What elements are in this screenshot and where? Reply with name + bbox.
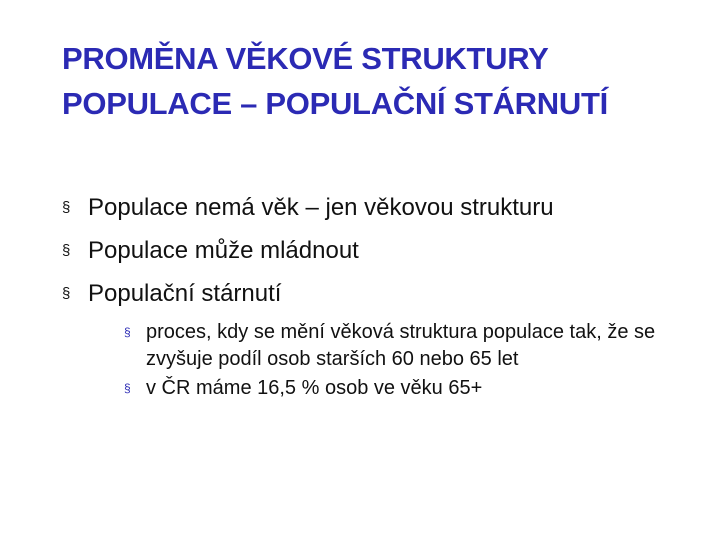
sub-bullet-item-cr-share <box>124 375 684 402</box>
bullet-text: Populace může mládnout <box>88 237 359 264</box>
bullet-item-rejuvenation <box>62 229 682 272</box>
square-bullet-icon: § <box>124 325 131 339</box>
sub-bullet-text: v ČR máme 16,5 % osob ve věku 65+ <box>146 377 483 399</box>
square-bullet-icon: § <box>62 199 71 216</box>
title-line-2: POPULACE – POPULAČNÍ STÁRNUTÍ <box>62 86 608 121</box>
square-bullet-icon: § <box>62 242 71 259</box>
square-bullet-icon: § <box>124 381 131 395</box>
title-line-1: PROMĚNA VĚKOVÉ STRUKTURY <box>62 41 549 76</box>
sub-bullet-item-definition <box>124 319 684 373</box>
sub-bullet-list <box>88 319 684 402</box>
bullet-list <box>62 186 682 404</box>
bullet-item-age-structure <box>62 186 682 229</box>
square-bullet-icon: § <box>62 285 71 302</box>
sub-bullet-text: proces, kdy se mění věková struktura populace tak, že se zvyšuje podíl osob starších 60 nebo 65 let <box>146 321 656 370</box>
slide-title <box>62 36 682 126</box>
bullet-item-aging <box>62 272 682 402</box>
bullet-text: Populace nemá věk – jen věkovou strukturu <box>88 194 554 221</box>
bullet-text: Populační stárnutí <box>88 280 282 307</box>
